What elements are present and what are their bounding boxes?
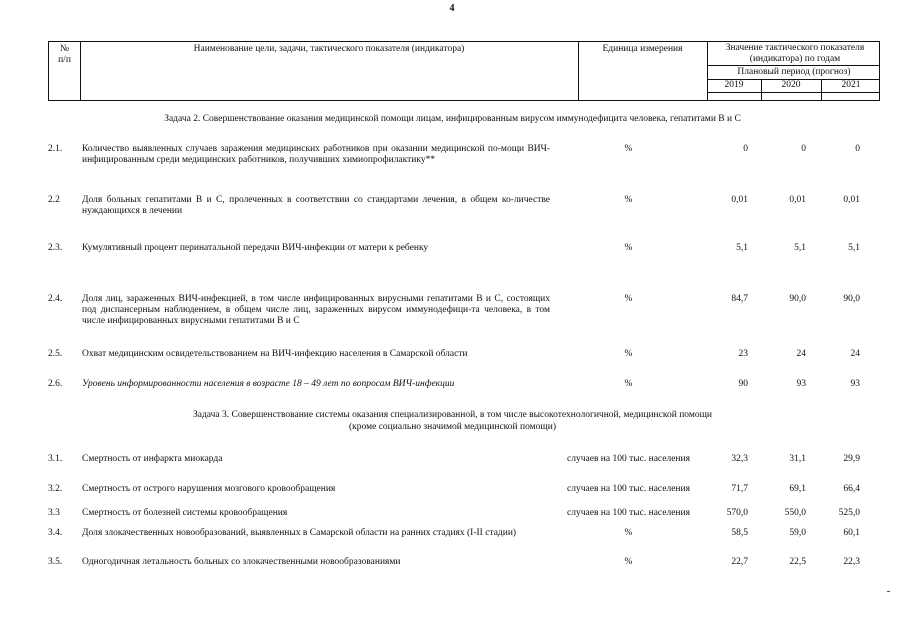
table-header [48,41,880,101]
row-value-2020: 5,1 [794,243,806,253]
row-name: Доля больных гепатитами В и С, пролеченных в соответствии со стандартами лечения, в общем ко-личестве нуждающихся в лечении [82,195,550,216]
row-unit: случаев на 100 тыс. населения [567,508,690,518]
row-value-2020: 0 [801,144,806,154]
row-unit: % [624,349,633,359]
task-3-subtitle: (кроме социально значимой медицинской помощи) [349,422,556,432]
row-value-2019: 23 [738,349,748,359]
row-name: Доля злокачественных новообразований, выявленных в Самарской области на ранних стадиях (I-II стадии) [82,528,517,538]
row-number: 2.4. [48,294,63,304]
row-value-2021: 24 [850,349,860,359]
row-value-2021: 66,4 [843,484,860,494]
row-unit: случаев на 100 тыс. населения [567,484,690,494]
row-value-2020: 90,0 [789,294,806,304]
header-col-num: № п/п [58,44,71,65]
row-unit: % [624,294,633,304]
row-value-2020: 22,5 [789,557,806,567]
page-number: 4 [449,3,455,14]
row-value-2021: 525,0 [838,508,860,518]
row-value-2019: 0 [743,144,748,154]
scan-mark [887,591,890,592]
header-col-value: Значение тактического показателя (индикатора) по годам [725,43,865,64]
row-unit: % [624,557,633,567]
row-name: Количество выявленных случаев заражения медицинских работников при оказании медицинской по-мощи ВИЧ-инфицированным среди медицинских работников, получивших химиопрофилактику** [82,144,550,165]
header-year-2021: 2021 [841,80,861,90]
header-year-2019: 2019 [724,80,744,90]
row-number: 2.1. [48,144,63,154]
row-unit: % [624,528,633,538]
row-value-2019: 84,7 [731,294,748,304]
row-value-2019: 71,7 [731,484,748,494]
row-number: 2.5. [48,349,63,359]
row-number: 3.3 [48,508,60,518]
row-value-2021: 5,1 [848,243,860,253]
row-value-2021: 29,9 [843,454,860,464]
row-value-2021: 90,0 [843,294,860,304]
header-col-name: Наименование цели, задачи, тактического показателя (индикатора) [193,44,465,54]
row-value-2020: 0,01 [789,195,806,205]
row-value-2021: 22,3 [843,557,860,567]
row-unit: случаев на 100 тыс. населения [567,454,690,464]
row-name: Смертность от болезней системы кровообращения [82,508,288,518]
row-value-2020: 550,0 [784,508,806,518]
row-name: Смертность от инфаркта миокарда [82,454,223,464]
row-value-2021: 60,1 [843,528,860,538]
row-value-2019: 22,7 [731,557,748,567]
row-name: Одногодичная летальность больных со злокачественными новообразованиями [82,557,401,567]
row-value-2019: 5,1 [736,243,748,253]
row-name: Уровень информированности населения в возрасте 18 – 49 лет по вопросам ВИЧ-инфекции [82,379,455,389]
row-value-2020: 24 [796,349,806,359]
row-value-2021: 93 [850,379,860,389]
header-col-unit: Единица измерения [602,44,683,54]
row-value-2019: 58,5 [731,528,748,538]
row-number: 3.1. [48,454,63,464]
row-value-2020: 31,1 [789,454,806,464]
row-name: Доля лиц, зараженных ВИЧ-инфекцией, в том числе инфицированных вирусными гепатитами В и С, состоящих под диспансерным наблюдением, в общем числе лиц, зараженных вирусом иммунодефици-та человека, в том числе инфицированных вирусными гепатитами В и С [82,294,550,326]
row-unit: % [624,195,633,205]
row-value-2019: 570,0 [726,508,748,518]
row-number: 3.5. [48,557,63,567]
task-2-title: Задача 2. Совершенствование оказания медицинской помощи лицам, инфицированным вирусом иммунодефицита человека, гепатитами В и С [164,114,741,124]
row-value-2020: 69,1 [789,484,806,494]
row-value-2019: 90 [738,379,748,389]
header-col-period: Плановый период (прогноз) [737,67,851,77]
row-name: Смертность от острого нарушения мозгового кровообращения [82,484,336,494]
row-number: 2.2 [48,195,60,205]
row-value-2019: 0,01 [731,195,748,205]
row-value-2021: 0,01 [843,195,860,205]
row-number: 2.3. [48,243,63,253]
row-number: 2.6. [48,379,63,389]
row-number: 3.2. [48,484,63,494]
row-name: Кумулятивный процент перинатальной передачи ВИЧ-инфекции от матери к ребенку [82,243,429,253]
row-value-2019: 32,3 [731,454,748,464]
task-3-title: Задача 3. Совершенствование системы оказания специализированной, в том числе высокотехнологичной, медицинской помощи [192,410,713,420]
row-value-2020: 59,0 [789,528,806,538]
row-name: Охват медицинским освидетельствованием на ВИЧ-инфекцию населения в Самарской области [82,349,468,359]
row-value-2021: 0 [855,144,860,154]
header-year-2020: 2020 [781,80,801,90]
row-unit: % [624,144,633,154]
row-value-2020: 93 [796,379,806,389]
row-unit: % [624,379,633,389]
row-unit: % [624,243,633,253]
row-number: 3.4. [48,528,63,538]
